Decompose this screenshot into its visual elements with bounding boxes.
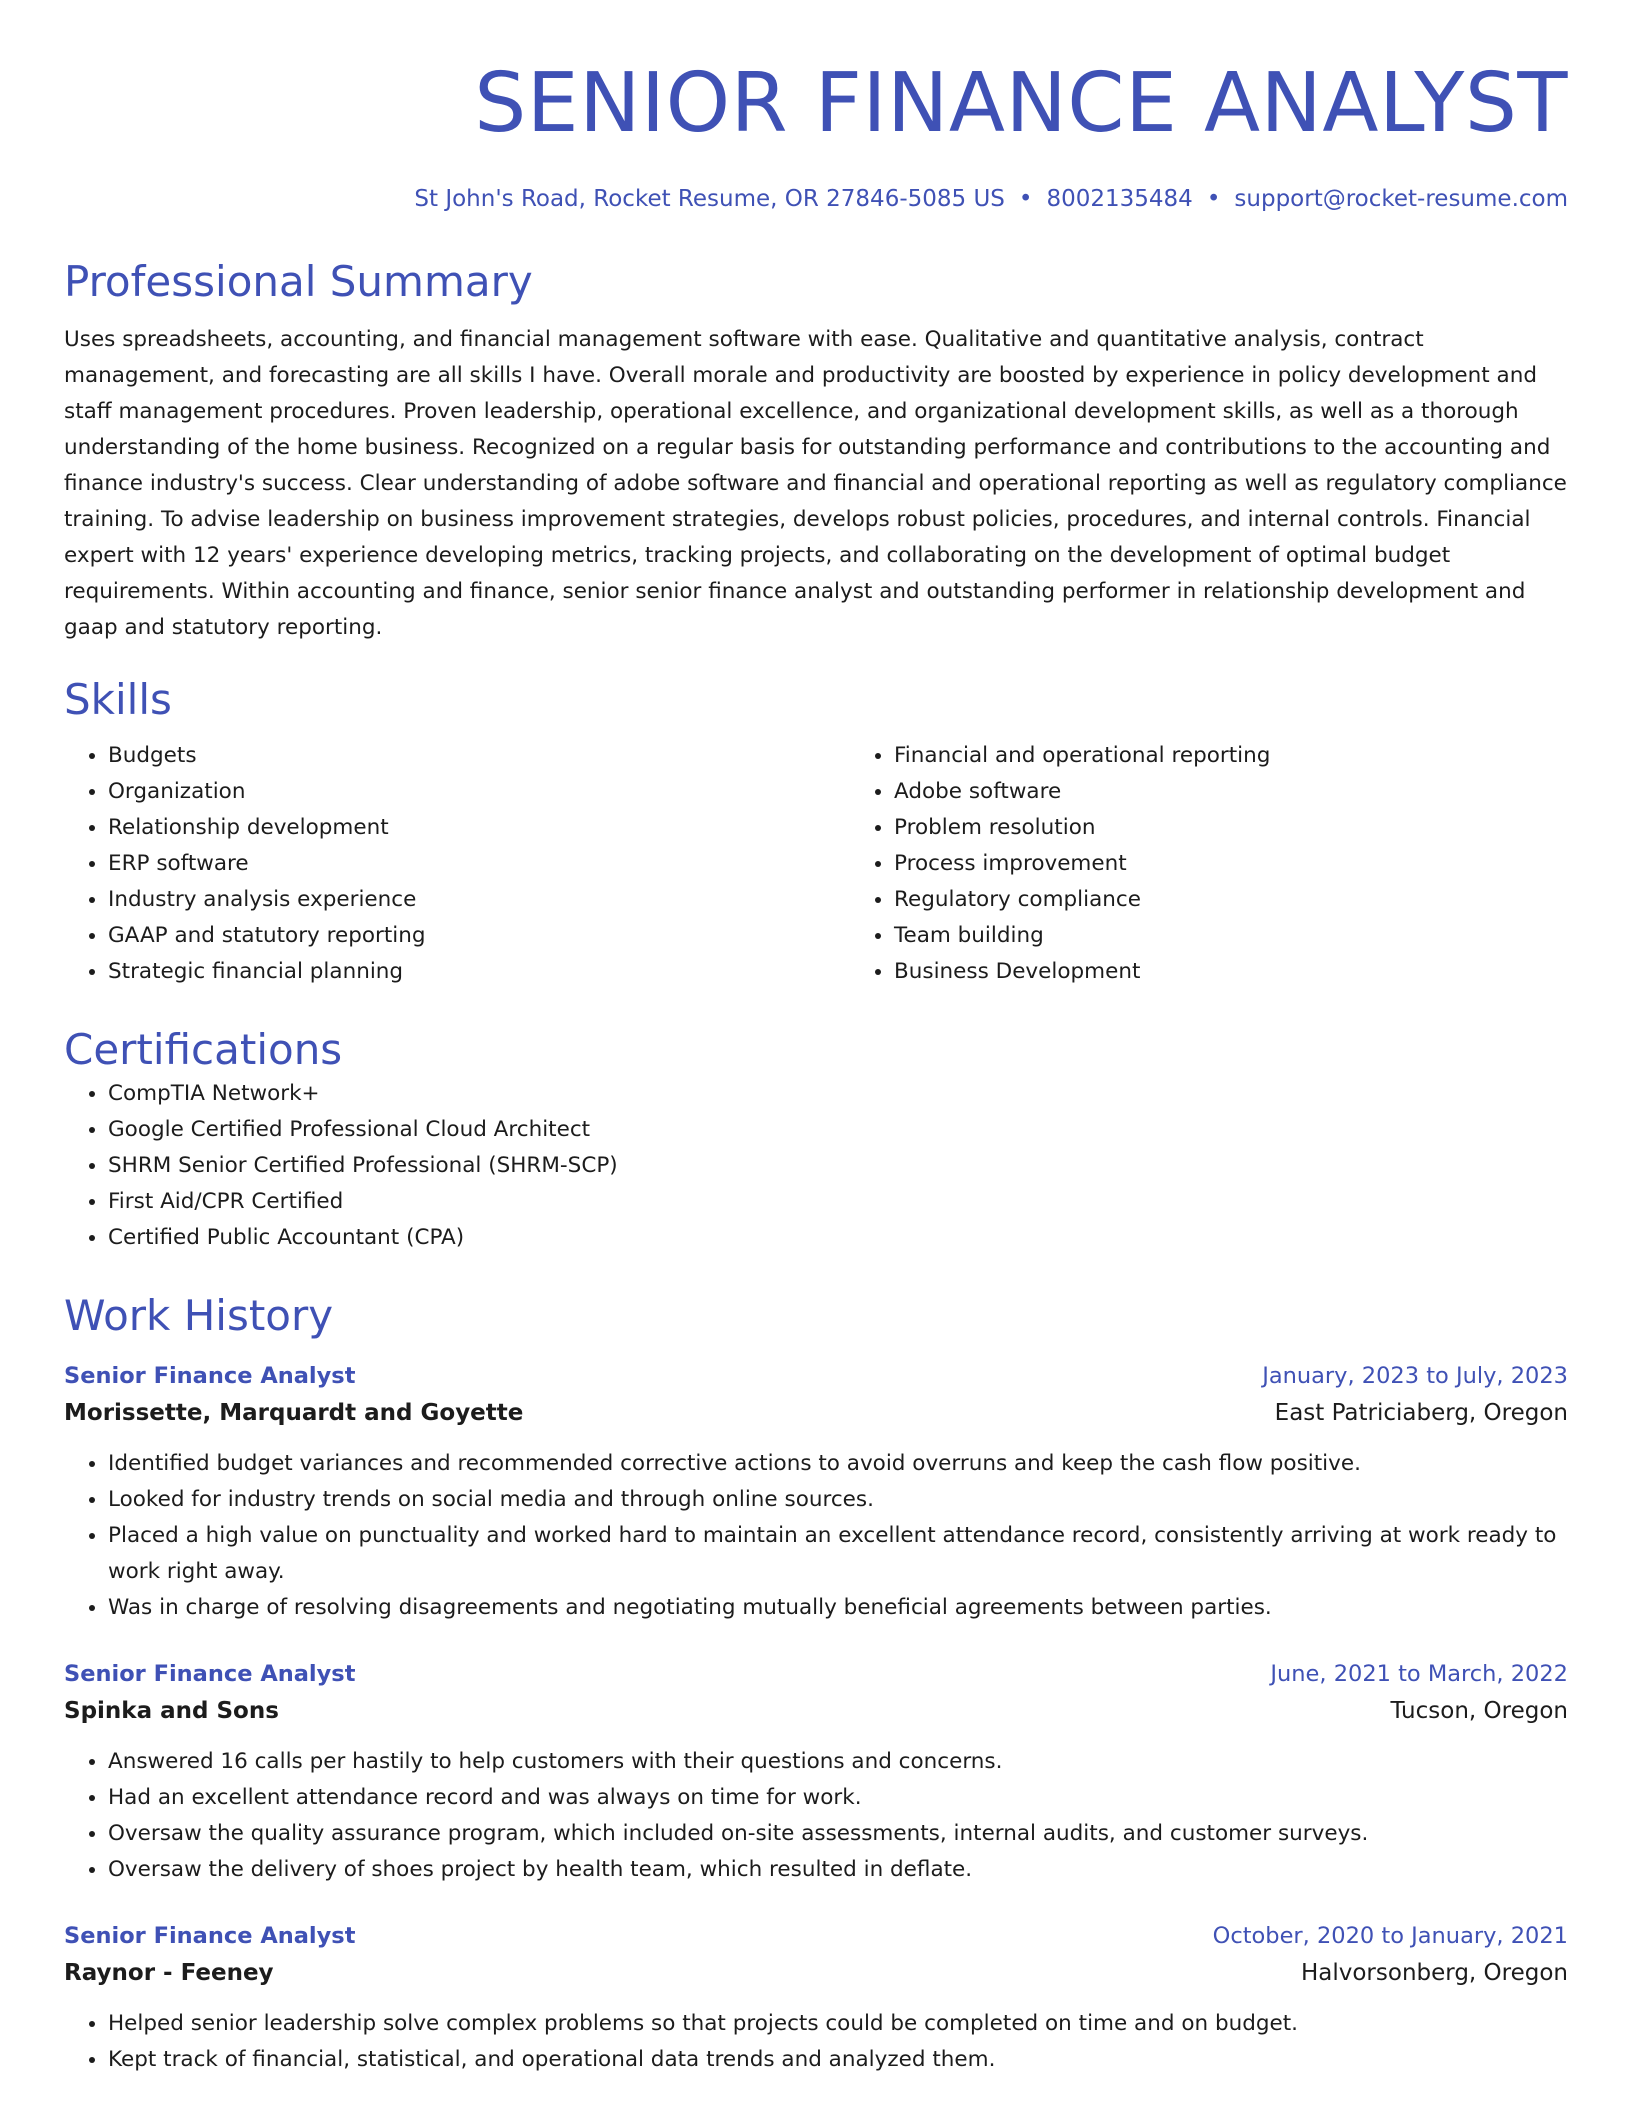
job-company: Spinka and Sons bbox=[64, 1698, 279, 1724]
job-title: Senior Finance Analyst bbox=[64, 1923, 356, 1949]
job-title: Senior Finance Analyst bbox=[64, 1661, 356, 1687]
job-company-row bbox=[64, 1394, 1568, 1432]
job-title: Senior Finance Analyst bbox=[64, 1363, 356, 1389]
certifications-list bbox=[64, 1076, 1568, 1256]
skill-item: • Relationship development bbox=[108, 810, 850, 846]
job-entry bbox=[64, 1656, 1568, 1888]
job-location: Tucson, Oregon bbox=[1390, 1698, 1568, 1724]
job-bullet: • Oversaw the quality assurance program, which included on-site assessments, internal audits, and customer surveys. bbox=[108, 1816, 1568, 1852]
job-title-row bbox=[64, 1358, 1568, 1394]
skill-item: • GAAP and statutory reporting bbox=[108, 918, 850, 954]
job-location: East Patriciaberg, Oregon bbox=[1274, 1400, 1568, 1426]
job-entry bbox=[64, 1918, 1568, 2078]
job-bullet: • Kept track of financial, statistical, and operational data trends and analyzed them. bbox=[108, 2042, 1568, 2078]
job-bullets bbox=[64, 2006, 1568, 2078]
job-company-row bbox=[64, 1692, 1568, 1730]
skill-item: • Team building bbox=[894, 918, 1632, 954]
skill-item: • Adobe software bbox=[894, 774, 1632, 810]
contact-line bbox=[64, 184, 1568, 214]
job-dates: June, 2021 to March, 2022 bbox=[1270, 1661, 1568, 1687]
work-history-heading: Work History bbox=[64, 1291, 334, 1340]
job-location: Halvorsonberg, Oregon bbox=[1300, 1960, 1568, 1986]
page-title: SENIOR FINANCE ANALYST bbox=[474, 56, 1568, 151]
contact-separator: • bbox=[1018, 186, 1033, 212]
certification-item: • Certified Public Accountant (CPA) bbox=[108, 1220, 1568, 1256]
summary-text: Uses spreadsheets, accounting, and financial management software with ease. Qualitative and quantitative analysis, contract management, and forecasting are all skills I have. Overall morale and productivity are boosted by experience in policy development and staff management procedures. Proven leadership, operational excellence, and organizational development skills, as well as a thorough understanding of the home business. Recognized on a regular basis for outstanding performance and contributions to the accounting and finance industry's success. Clear understanding of adobe software and financial and operational reporting as well as regulatory compliance training. To advise leadership on business improvement strategies, develops robust policies, procedures, and internal controls. Financial expert with 12 years' experience developing metrics, tracking projects, and collaborating on the development of optimal budget requirements. Within accounting and finance, senior senior finance analyst and outstanding performer in relationship development and gaap and statutory reporting. bbox=[64, 327, 1567, 640]
job-entry bbox=[64, 1358, 1568, 1626]
job-bullet: • Placed a high value on punctuality and worked hard to maintain an excellent attendance record, consistently arriving at work ready to work right away. bbox=[108, 1518, 1568, 1590]
job-dates: October, 2020 to January, 2021 bbox=[1212, 1923, 1568, 1949]
address: St John's Road, Rocket Resume, OR 27846-5085 US bbox=[414, 186, 1005, 212]
certification-item: • First Aid/CPR Certified bbox=[108, 1184, 1568, 1220]
skill-item: • Regulatory compliance bbox=[894, 882, 1632, 918]
skill-item: • Industry analysis experience bbox=[108, 882, 850, 918]
job-bullet: • Was in charge of resolving disagreements and negotiating mutually beneficial agreements between parties. bbox=[108, 1590, 1568, 1626]
job-company: Raynor - Feeney bbox=[64, 1960, 274, 1986]
skill-item: • Organization bbox=[108, 774, 850, 810]
skill-item: • Process improvement bbox=[894, 846, 1632, 882]
contact-separator: • bbox=[1206, 186, 1221, 212]
skills-list-right bbox=[850, 738, 1632, 990]
summary-heading: Professional Summary bbox=[64, 257, 533, 306]
job-company-row bbox=[64, 1954, 1568, 1992]
resume-page bbox=[64, 0, 1568, 2078]
skill-item: • Business Development bbox=[894, 954, 1632, 990]
job-bullet: • Had an excellent attendance record and was always on time for work. bbox=[108, 1780, 1568, 1816]
skills-columns bbox=[64, 738, 1568, 990]
certification-item: • SHRM Senior Certified Professional (SHRM-SCP) bbox=[108, 1148, 1568, 1184]
job-title-row bbox=[64, 1918, 1568, 1954]
phone: 8002135484 bbox=[1046, 186, 1193, 212]
job-bullet: • Answered 16 calls per hastily to help customers with their questions and concerns. bbox=[108, 1744, 1568, 1780]
job-bullet: • Identified budget variances and recommended corrective actions to avoid overruns and keep the cash flow positive. bbox=[108, 1446, 1568, 1482]
job-bullet: • Looked for industry trends on social media and through online sources. bbox=[108, 1482, 1568, 1518]
job-bullets bbox=[64, 1744, 1568, 1888]
job-title-row bbox=[64, 1656, 1568, 1692]
email-link[interactable]: support@rocket-resume.com bbox=[1234, 186, 1568, 212]
job-company: Morissette, Marquardt and Goyette bbox=[64, 1400, 524, 1426]
skill-item: • Financial and operational reporting bbox=[894, 738, 1632, 774]
skill-item: • ERP software bbox=[108, 846, 850, 882]
skill-item: • Strategic financial planning bbox=[108, 954, 850, 990]
skill-item: • Budgets bbox=[108, 738, 850, 774]
skill-item: • Problem resolution bbox=[894, 810, 1632, 846]
job-dates: January, 2023 to July, 2023 bbox=[1262, 1363, 1568, 1389]
job-bullets bbox=[64, 1446, 1568, 1626]
certifications-heading: Certifications bbox=[64, 1025, 343, 1074]
job-bullet: • Helped senior leadership solve complex problems so that projects could be completed on time and on budget. bbox=[108, 2006, 1568, 2042]
skills-heading: Skills bbox=[64, 675, 172, 724]
certification-item: • CompTIA Network+ bbox=[108, 1076, 1568, 1112]
job-bullet: • Oversaw the delivery of shoes project by health team, which resulted in deflate. bbox=[108, 1852, 1568, 1888]
skills-list-left bbox=[64, 738, 850, 990]
resume-header bbox=[64, 0, 1568, 214]
certification-item: • Google Certified Professional Cloud Architect bbox=[108, 1112, 1568, 1148]
